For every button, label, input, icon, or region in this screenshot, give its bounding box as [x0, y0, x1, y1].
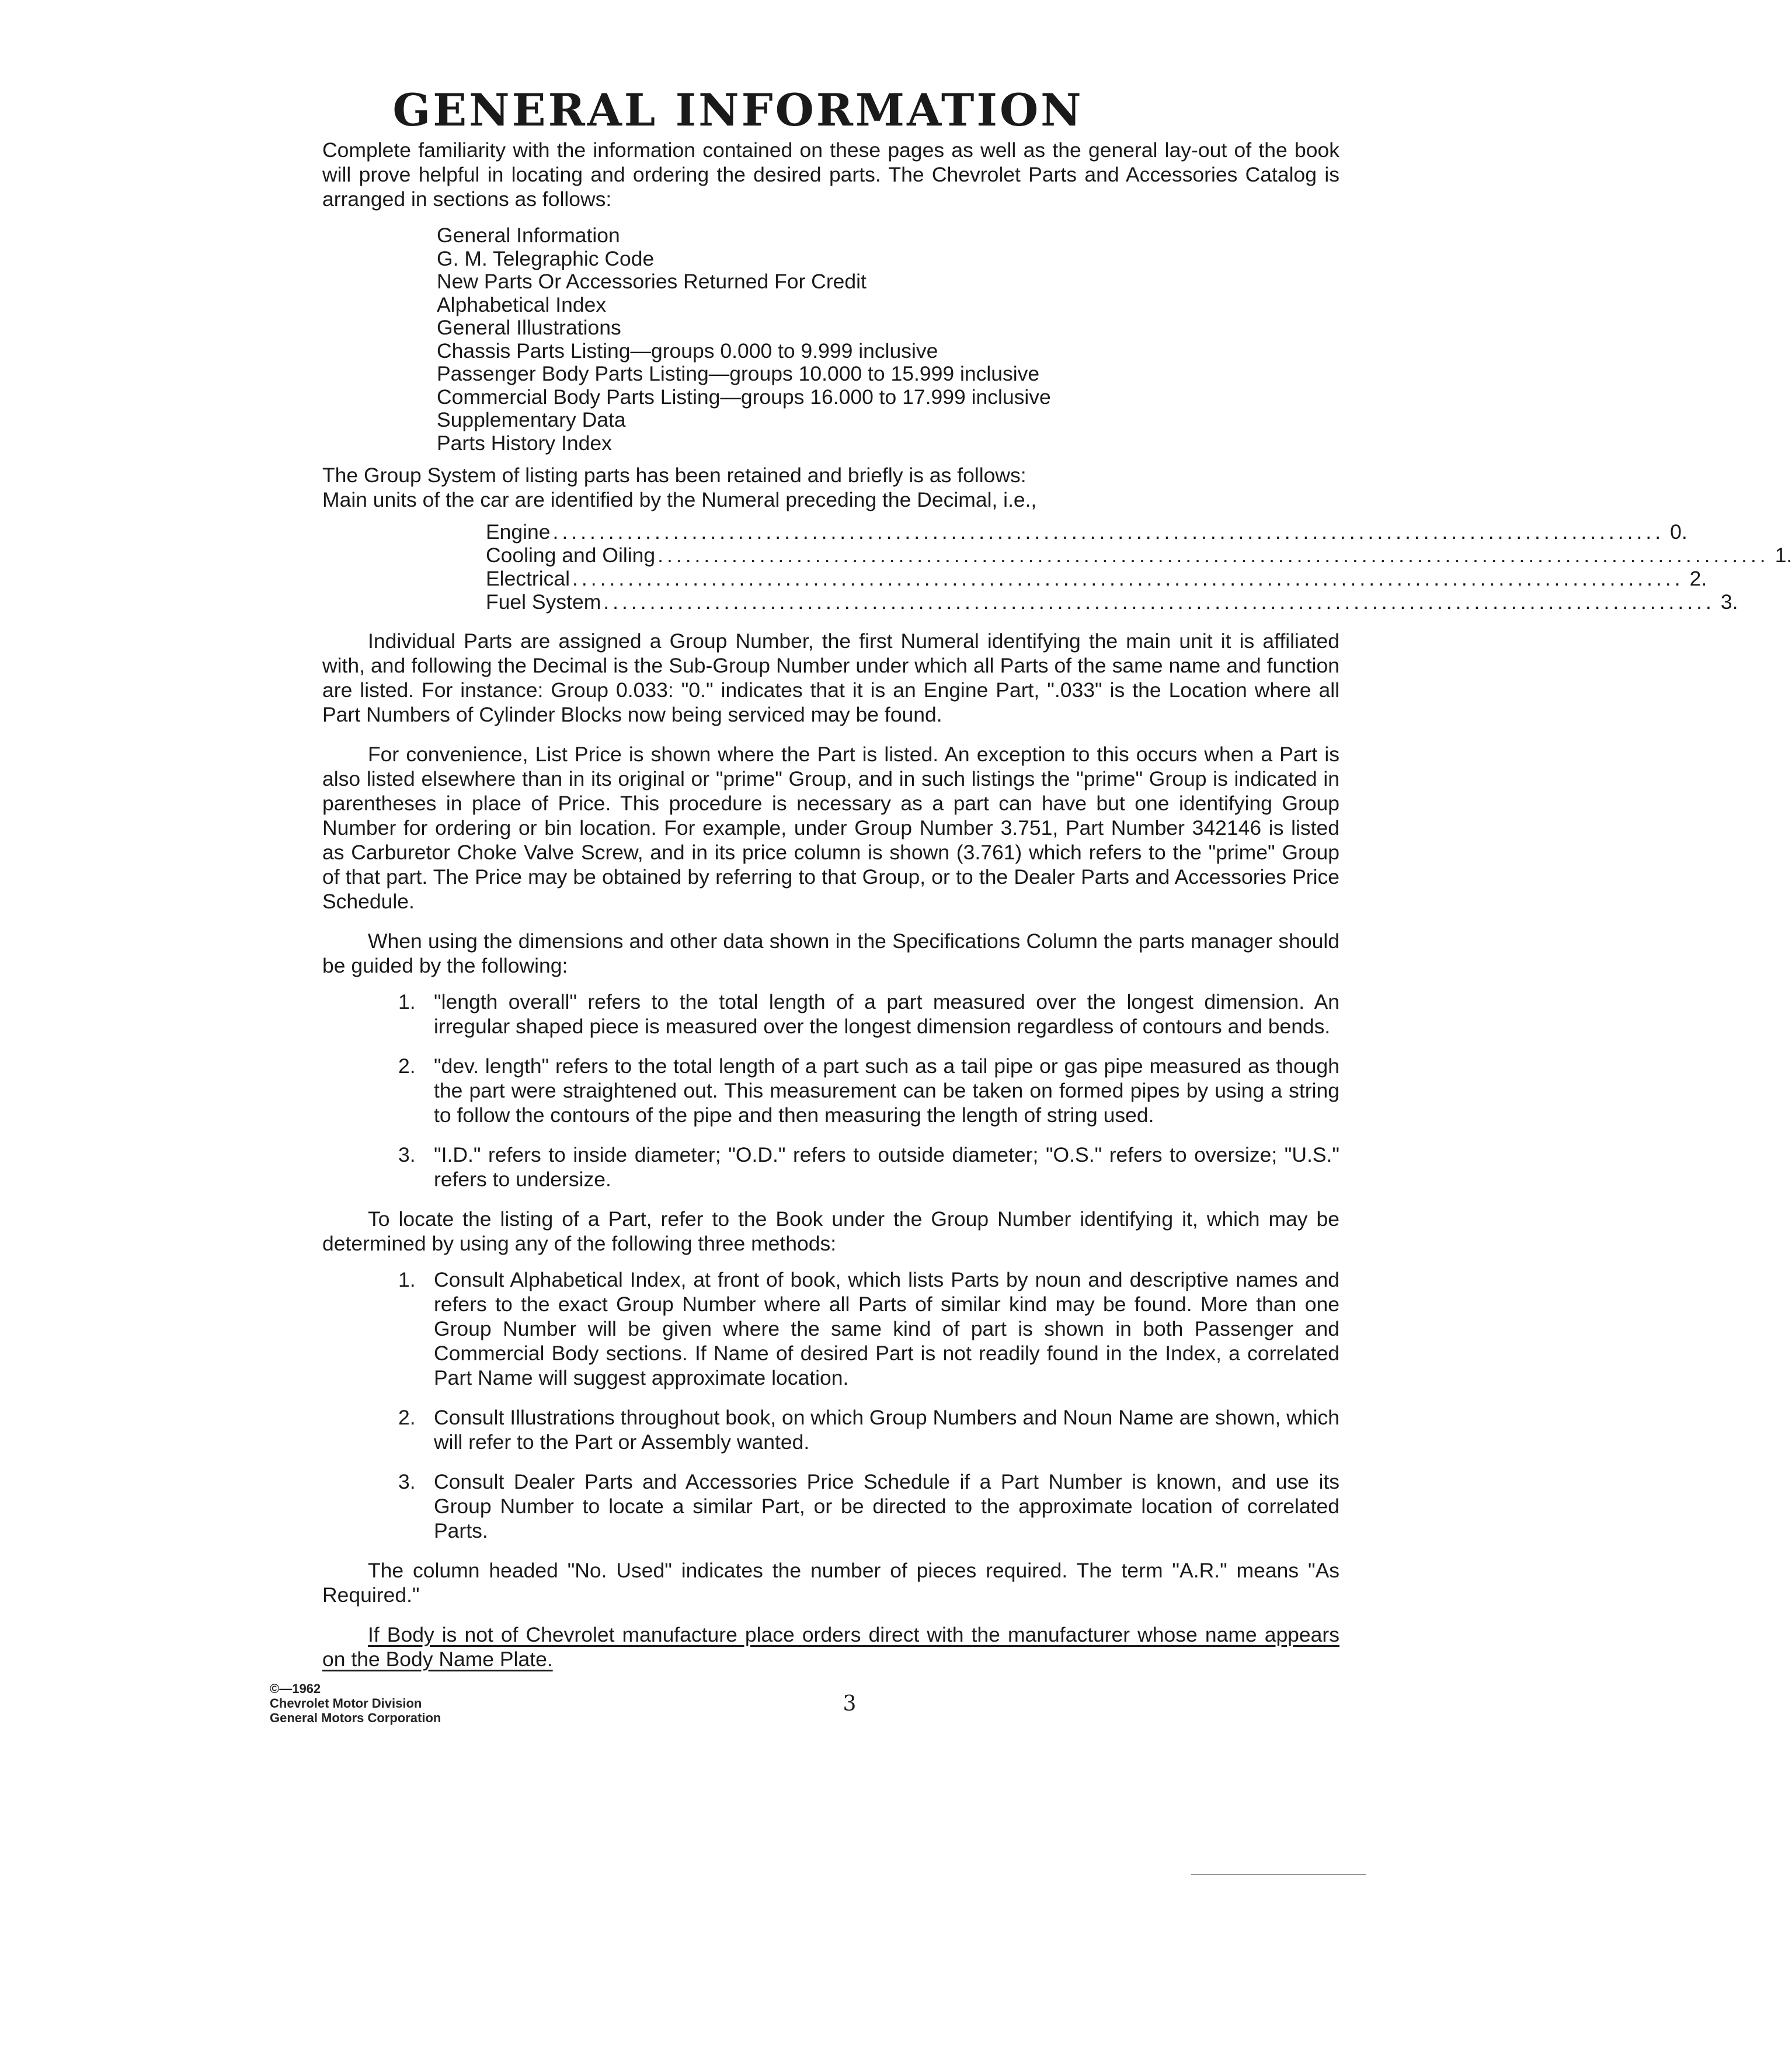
list-item: [322, 1143, 1339, 1192]
section-item: G. M. Telegraphic Code: [437, 246, 655, 270]
list-item: [322, 1267, 1339, 1390]
group-number: 0.: [1670, 520, 1687, 544]
section-item: General Information: [437, 224, 620, 247]
group-row: [486, 590, 1738, 614]
section-item: Chassis Parts Listing—groups 0.000 to 9.999 inclusive: [437, 339, 938, 363]
section-item: General Illustrations: [437, 316, 621, 339]
list-item-text: Consult Alphabetical Index, at front of book, which lists Parts by noun and descriptive names and refers to the exact Group Number where all Parts of similar kind may be found. More than one Group Number will be given where the same kind of part is shown in both Passenger and Commercial Body sections. If Name of desired Part is not readily found in the Index, a correlated Part Name will suggest approximate location.: [434, 1268, 1339, 1389]
group-number: 3.: [1720, 590, 1738, 614]
group-name: Cooling and Oiling: [486, 544, 656, 567]
list-item-text: "dev. length" refers to the total length of a part such as a tail pipe or gas pipe measured as though the part were straightened out. This measurement can be taken on formed pipes by using a string to follow the contours of the pipe and then measuring the length of string used.: [434, 1054, 1339, 1127]
leader-dots: ........................................................................................................................: [603, 590, 1715, 614]
group-row: [486, 567, 1707, 590]
leader-dots: ........................................................................................................................: [657, 544, 1769, 567]
group-numbers-list: [486, 520, 1792, 614]
division-name: Chevrolet Motor Division: [270, 1696, 422, 1711]
list-item-number: 1.: [398, 990, 416, 1013]
list-item-number: 1.: [398, 1268, 416, 1291]
section-item: Supplementary Data: [437, 408, 626, 431]
page-number: 3: [843, 1692, 857, 1716]
list-item-number: 3.: [398, 1143, 416, 1166]
list-item-text: Consult Illustrations throughout book, on which Group Numbers and Noun Name are shown, which will refer to the Part or Assembly wanted.: [434, 1406, 1339, 1454]
section-item: Parts History Index: [437, 431, 612, 455]
list-item: [322, 1054, 1339, 1127]
list-item-number: 3.: [398, 1470, 416, 1493]
individual-parts-paragraph: Individual Parts are assigned a Group Number, the first Numeral identifying the main unit it is affiliated with, and following the Decimal is the Sub-Group Number under which all Parts of the same name and function are listed. For instance: Group 0.033: "0." indicates that it is an Engine Part, ".033" is the Location where all Part Numbers of Cylinder Blocks now being serviced may be found.: [322, 629, 1339, 726]
group-row: [486, 520, 1687, 544]
no-used-paragraph: The column headed "No. Used" indicates the number of pieces required. The term "A.R." means "As Required.": [322, 1559, 1339, 1607]
methods-list: [322, 1267, 1339, 1543]
dimensions-list: [322, 990, 1339, 1192]
section-item: Commercial Body Parts Listing—groups 16.000 to 17.999 inclusive: [437, 385, 1051, 409]
list-item-number: 2.: [398, 1406, 416, 1429]
scan-artifact-line: [1191, 1874, 1366, 1875]
section-item: Passenger Body Parts Listing—groups 10.000 to 15.999 inclusive: [437, 362, 1040, 385]
page-title: GENERAL INFORMATION: [392, 83, 1084, 136]
group-system-detail: Main units of the car are identified by the Numeral preceding the Decimal, i.e.,: [322, 488, 1037, 511]
locate-paragraph: To locate the listing of a Part, refer to the Book under the Group Number identifying it, which may be determined by using any of the following three methods:: [322, 1207, 1339, 1255]
list-price-paragraph: For convenience, List Price is shown where the Part is listed. An exception to this occurs when a Part is also listed elsewhere than in its original or "prime" Group, and in such listings the "prime" Group is indicated in parentheses in place of Price. This procedure is necessary as a part can have but one identifying Group Number for ordering or bin location. For example, under Group Number 3.751, Part Number 342146 is listed as Carburetor Choke Valve Screw, and in its price column is shown (3.761) which refers to the "prime" Group of that part. The Price may be obtained by referring to that Group, or to the Dealer Parts and Accessories Price Schedule.: [322, 743, 1339, 913]
leader-dots: ........................................................................................................................: [572, 567, 1684, 590]
list-item-number: 2.: [398, 1054, 416, 1078]
corporation-name: General Motors Corporation: [270, 1711, 441, 1725]
list-item-text: Consult Dealer Parts and Accessories Price Schedule if a Part Number is known, and use its Group Number to locate a similar Part, or be directed to the approximate location of correlated Parts.: [434, 1470, 1339, 1542]
list-item: [322, 1469, 1339, 1543]
page-body: [322, 138, 1792, 1671]
leader-dots: ........................................................................................................................: [552, 520, 1665, 544]
list-item: [322, 990, 1339, 1039]
list-item: [322, 1405, 1339, 1454]
group-system-intro: The Group System of listing parts has been retained and briefly is as follows:: [322, 464, 1027, 487]
copyright-year: ©—1962: [270, 1681, 321, 1696]
group-number: 2.: [1689, 567, 1707, 590]
list-item-text: "length overall" refers to the total length of a part measured over the longest dimension. An irregular shaped piece is measured over the longest dimension regardless of contours and bends.: [434, 990, 1339, 1038]
intro-paragraph: Complete familiarity with the information contained on these pages as well as the general lay-out of the book will prove helpful in locating and ordering the desired parts. The Chevrolet Parts and Accessories Catalog is arranged in sections as follows:: [322, 138, 1339, 211]
group-name: Engine: [486, 520, 551, 544]
group-name: Fuel System: [486, 590, 601, 614]
group-name: Electrical: [486, 567, 570, 590]
body-note-paragraph: If Body is not of Chevrolet manufacture place orders direct with the manufacturer whose name appears on the Body Name Plate.: [322, 1623, 1339, 1671]
sections-list: [437, 224, 1339, 455]
group-row: [486, 544, 1792, 567]
section-item: Alphabetical Index: [437, 292, 607, 316]
group-number: 1.: [1774, 544, 1792, 567]
section-item: New Parts Or Accessories Returned For Credit: [437, 270, 867, 293]
dimensions-paragraph: When using the dimensions and other data shown in the Specifications Column the parts manager should be guided by the following:: [322, 929, 1339, 977]
list-item-text: "I.D." refers to inside diameter; "O.D." refers to outside diameter; "O.S." refers to oversize; "U.S." refers to undersize.: [434, 1143, 1339, 1191]
